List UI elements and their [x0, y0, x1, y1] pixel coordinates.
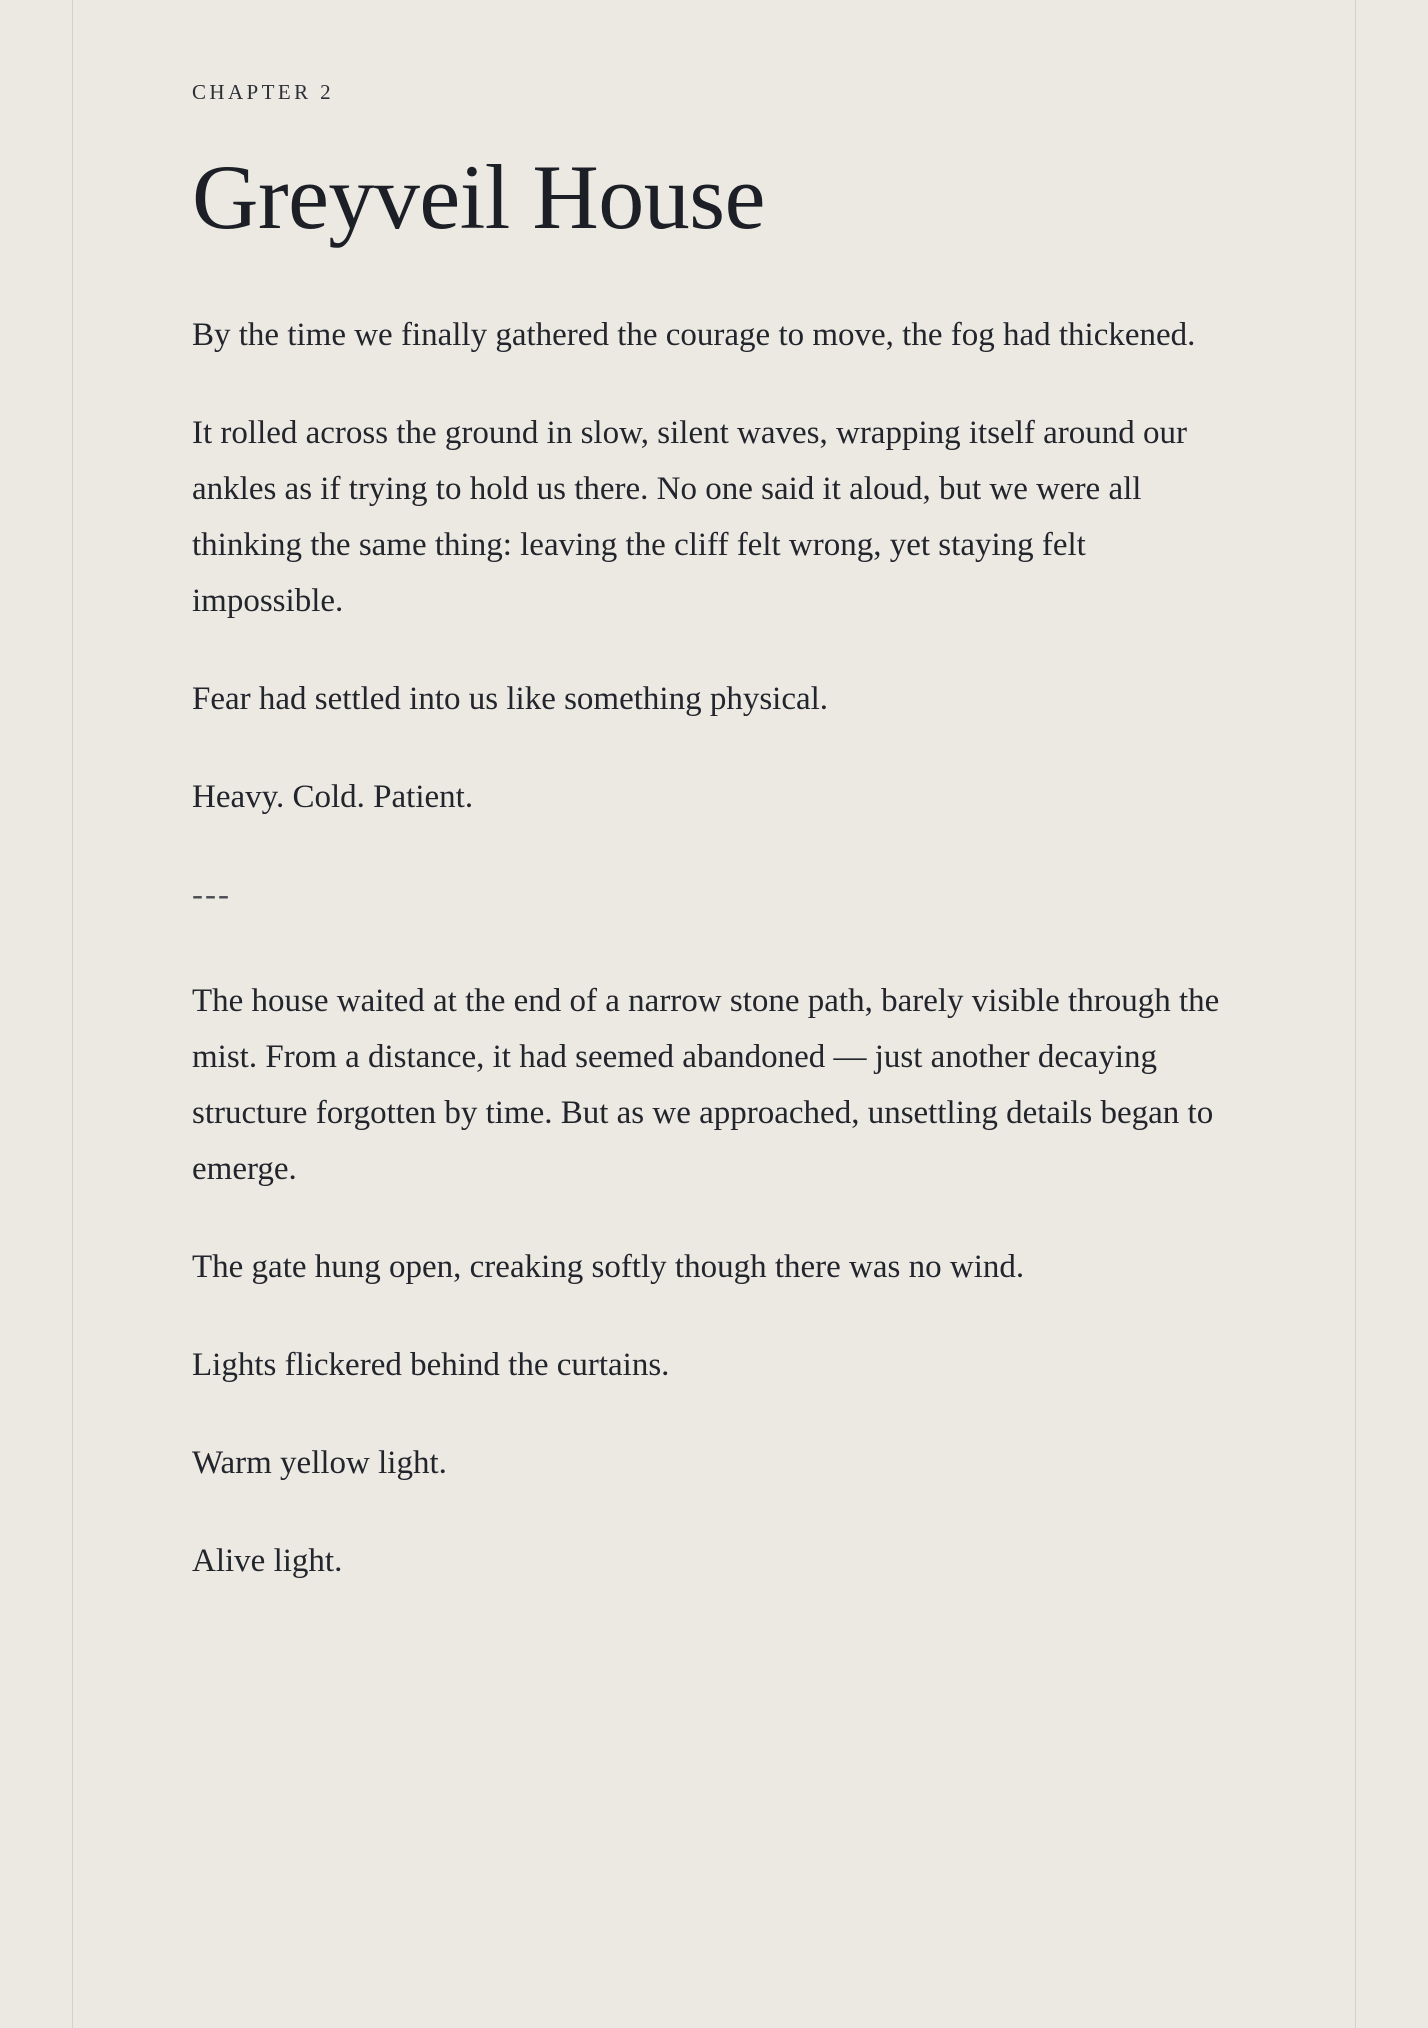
paragraph: By the time we finally gathered the courage to move, the fog had thickened. — [192, 317, 1196, 354]
page-title: Greyveil House — [192, 146, 765, 248]
paragraph: Warm yellow light. — [192, 1445, 447, 1482]
paragraph: It rolled across the ground in slow, silent waves, wrapping itself around our ankles as if trying to hold us there. No one said it aloud, but we were all thinking the same thing: leaving the cliff felt wrong, yet staying felt impossible. — [192, 415, 1187, 620]
chapter-label: CHAPTER 2 — [192, 80, 335, 104]
right-margin-rule — [1355, 0, 1356, 2028]
left-margin-rule — [72, 0, 73, 2028]
paragraph: The gate hung open, creaking softly though there was no wind. — [192, 1249, 1025, 1286]
paragraph: Heavy. Cold. Patient. — [192, 779, 474, 816]
paragraph: Fear had settled into us like something physical. — [192, 681, 829, 718]
paragraph: Alive light. — [192, 1543, 343, 1580]
paragraph: Lights flickered behind the curtains. — [192, 1347, 670, 1384]
section-divider: --- — [192, 877, 231, 914]
body-text — [192, 307, 1232, 1589]
paragraph: The house waited at the end of a narrow stone path, barely visible through the mist. From a distance, it had seemed abandoned — just another decaying structure forgotten by time. But as we approached, unsettling details began to emerge. — [192, 983, 1220, 1188]
page-content — [192, 0, 1232, 1631]
